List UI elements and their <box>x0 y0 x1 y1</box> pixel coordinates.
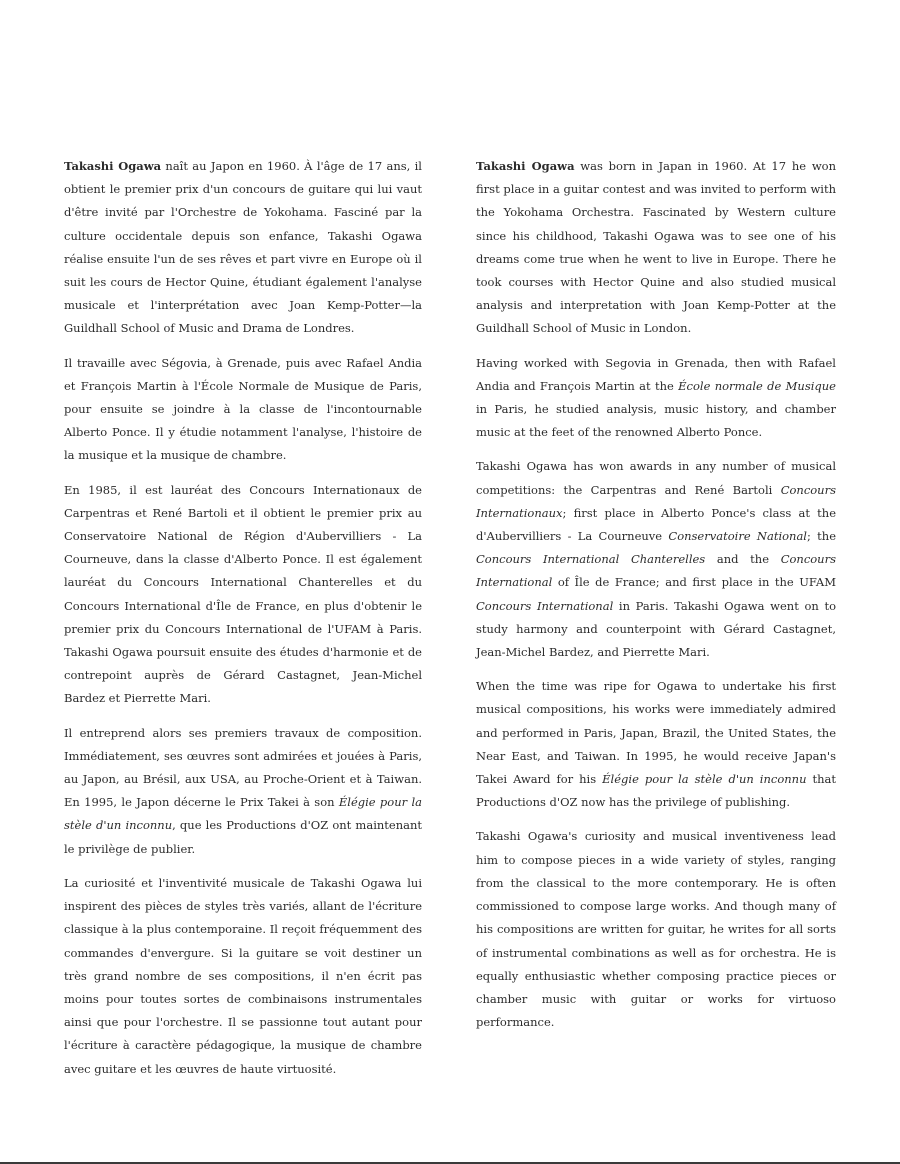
english-paragraph-2-text-c: in Paris, he studied analysis, music history, and chamber music at the feet of the renowned Alberto Ponce. <box>476 402 836 440</box>
competition-name: Concours International <box>476 598 614 613</box>
french-paragraph-1-text: naît au Japon en 1960. À l'âge de 17 ans, il obtient le premier prix d'un concours de guitare qui lui vaut d'être invité par l'Orchestre de Yokohama. Fasciné par la culture occidentale depuis son enfance, Takashi Ogawa réalise ensuite l'un de ses rêves et part vivre en Europe où il suit les cours de Hector Quine, étudiant également l'analyse musicale et l'interprétation avec Joan Kemp-Potter—la Guildhall School of Music and Drama de Londres. <box>64 159 422 336</box>
competition-name: Concours International Chanterelles <box>476 552 706 567</box>
work-title: Élégie pour la stèle d'un inconnu <box>602 772 807 787</box>
english-biography-column <box>476 155 836 1045</box>
work-title: Élégie pour la stèle d'un inconnu <box>64 795 422 833</box>
english-paragraph-3-text-e: ; the <box>807 529 836 544</box>
french-paragraph-3: En 1985, il est lauréat des Concours Internationaux de Carpentras et René Bartoli et il obtient le premier prix au Conservatoire National de Région d'Aubervilliers - La Courneuve, dans la classe d'Alberto Ponce. Il est également lauréat du Concours International Chanterelles et du Concours International d'Île de France, en plus d'obtenir le premier prix du Concours International de l'UFAM à Paris. Takashi Ogawa poursuit ensuite des études d'harmonie et de contrepoint auprès de Gérard Castagnet, Jean-Michel Bardez et Pierrette Mari. <box>64 482 422 706</box>
french-paragraph-2: Il travaille avec Ségovia, à Grenade, puis avec Rafael Andia et François Martin à l'École Normale de Musique de Paris, pour ensuite se joindre à la classe de l'incontournable Alberto Ponce. Il y étudie notamment l'analyse, l'histoire de la musique et la musique de chambre. <box>64 355 422 463</box>
french-paragraph-4 <box>64 722 422 861</box>
english-paragraph-3-text-c: ; first place in Alberto Ponce's class at the d'Aubervilliers - La Courneuve <box>476 505 836 544</box>
french-paragraph-4-text-a: Il entreprend alors ses premiers travaux de composition. Immédiatement, ses œuvres sont admirées et jouées à Paris, au Japon, au Brésil, aux USA, au Proche-Orient et à Taiwan. En 1995, le Japon décerne le Prix Takei à son <box>64 725 422 810</box>
competition-name: Concours Internationaux <box>476 482 836 520</box>
school-name: École normale de Musique <box>678 378 836 393</box>
english-paragraph-3 <box>476 455 836 664</box>
english-paragraph-4-text-a: When the time was ripe for Ogawa to undertake his first musical compositions, his works were immediately admired and performed in Paris, Japan, Brazil, the United States, the Near East, and Taiwan. In 1995, he would receive Japan's Takei Award for his <box>476 679 836 787</box>
english-paragraph-4 <box>476 675 836 814</box>
english-paragraph-3-text-g: and the <box>705 552 781 567</box>
english-paragraph-3-text-k: in Paris. Takashi Ogawa went on to study harmony and counterpoint with Gérard Castagnet, Jean-Michel Bardez, and Pierrette Mari. <box>476 598 836 660</box>
french-paragraph-4-text-c: , que les Productions d'OZ ont maintenant le privilège de publier. <box>64 818 422 856</box>
english-paragraph-5: Takashi Ogawa's curiosity and musical inventiveness lead him to compose pieces in a wide variety of styles, ranging from the classical to the more contemporary. He is often commissioned to compose large works. And though many of his compositions are written for guitar, he writes for all sorts of instrumental combinations as well as for orchestra. He is equally enthusiastic whether composing practice pieces or chamber music with guitar or works for virtuoso performance. <box>476 829 836 1030</box>
english-paragraph-3-text-a: Takashi Ogawa has won awards in any number of musical competitions: the Carpentras and René Bartoli <box>476 459 836 497</box>
english-paragraph-1-text: was born in Japan in 1960. At 17 he won first place in a guitar contest and was invited to perform with the Yokohama Orchestra. Fascinated by Western culture since his childhood, Takashi Ogawa was to see one of his dreams come true when he went to live in Europe. There he took courses with Hector Quine and also studied musical analysis and interpretation with Joan Kemp-Potter at the Guildhall School of Music in London. <box>476 159 836 336</box>
composer-name: Takashi Ogawa <box>476 159 575 173</box>
french-paragraph-5: La curiosité et l'inventivité musicale de Takashi Ogawa lui inspirent des pièces de styles très variés, allant de l'écriture classique à la plus contemporaine. Il reçoit fréquemment des commandes d'envergure. Si la guitare se voit destiner un très grand nombre de ses compositions, il n'en écrit pas moins pour toutes sortes de combinaisons instrumentales ainsi que pour l'orchestre. Il se passionne tout autant pour l'écriture à caractère pédagogique, la musique de chambre avec guitare et les œuvres de haute virtuosité. <box>64 875 422 1076</box>
english-paragraph-2 <box>476 352 836 445</box>
french-biography-column <box>64 155 422 1092</box>
english-paragraph-4-text-c: that Productions d'OZ now has the privilege of publishing. <box>476 772 837 810</box>
french-paragraph-1 <box>64 155 422 341</box>
english-paragraph-3-text-i: of Île de France; and first place in the UFAM <box>552 575 836 590</box>
composer-name: Takashi Ogawa <box>64 159 162 173</box>
conservatory-name: Conservatoire National <box>668 529 807 544</box>
english-paragraph-1 <box>476 155 836 341</box>
english-paragraph-2-text-a: Having worked with Segovia in Grenada, then with Rafael Andia and François Martin at the <box>476 355 836 393</box>
competition-name: Concours International <box>476 552 836 590</box>
